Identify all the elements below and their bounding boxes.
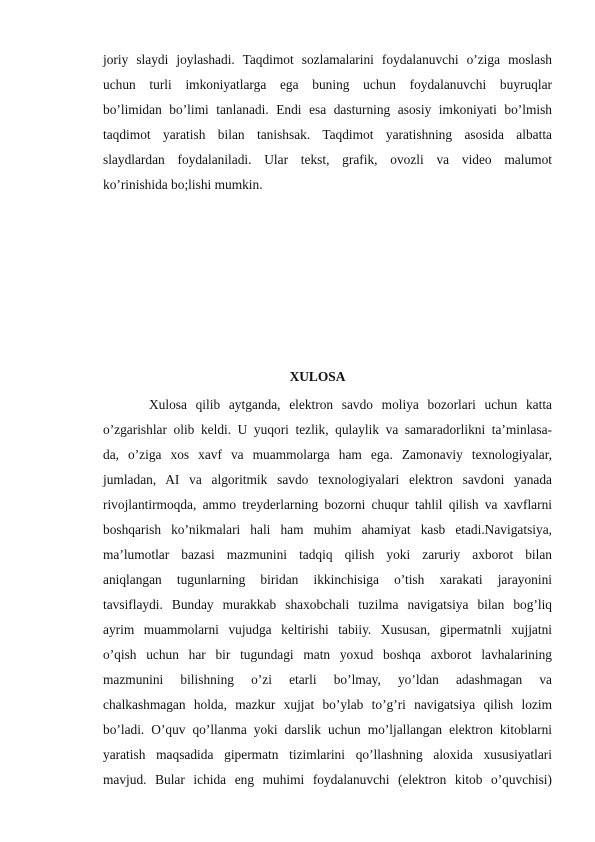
paragraph-line: yaratish maqsadida gipermatn tizimlarini qo’llashning aloxida xususiyatlari — [103, 747, 552, 762]
paragraph-line: Xulosa qilib aytganda, elektron savdo moliya bozorlari uchun katta — [149, 397, 552, 412]
paragraph-line: boshqarish ko’nikmalari hali ham muhim ahamiyat kasb etadi.Navigatsiya, — [103, 522, 552, 537]
paragraph-line: o’zgarishlar olib keldi. U yuqori tezlik, qulaylik va samaradorlikni ta’minlasa- — [103, 422, 552, 437]
paragraph-line: uchun turli imkoniyatlarga ega buning uchun foydalanuvchi buyruqlar — [103, 77, 552, 92]
section-heading: XULOSA — [289, 369, 346, 384]
paragraph-line: chalkashmagan holda, mazkur xujjat bo’ylab to’g’ri navigatsiya qilish lozim — [103, 697, 552, 712]
paragraph-line: ma’lumotlar bazasi mazmunini tadqiq qilish yoki zaruriy axborot bilan — [103, 547, 552, 562]
paragraph-line: taqdimot yaratish bilan tanishsak. Taqdimot yaratishning asosida albatta — [103, 127, 552, 142]
paragraph-line: tavsiflaydi. Bunday murakkab shaxobchali tuzilma navigatsiya bilan bog’liq — [103, 597, 552, 612]
paragraph-line: ayrim muammolarni vujudga keltirishi tabiiy. Xususan, gipermatnli xujjatni — [103, 622, 552, 637]
intro-paragraph — [103, 47, 552, 197]
paragraph-line: mavjud. Bular ichida eng muhimi foydalanuvchi (elektron kitob o’quvchisi) — [103, 772, 552, 787]
paragraph-line: rivojlantirmoqda, ammo treyderlarning bozorni chuqur tahlil qilish va xavflarni — [103, 497, 552, 512]
paragraph-line: jumladan, AI va algoritmik savdo texnologiyalari elektron savdoni yanada — [103, 472, 552, 487]
paragraph-line: bo’limidan bo’limi tanlanadi. Endi esa dasturning asosiy imkoniyati bo’lmish — [103, 102, 552, 117]
paragraph-line: da, o’ziga xos xavf va muammolarga ham ega. Zamonaviy texnologiyalar, — [103, 447, 552, 462]
paragraph-line: ko’rinishida bo;lishi mumkin. — [103, 177, 263, 192]
paragraph-line: o’qish uchun har bir tugundagi matn yoxud boshqa axborot lavhalarining — [103, 647, 552, 662]
paragraph-line: joriy slaydi joylashadi. Taqdimot sozlamalarini foydalanuvchi o’ziga moslash — [103, 52, 552, 67]
paragraph-line: slaydlardan foydalaniladi. Ular tekst, grafik, ovozli va video malumot — [103, 152, 552, 167]
paragraph-line: bo’ladi. O’quv qo’llanma yoki darslik uchun mo’ljallangan elektron kitoblarni — [103, 722, 552, 737]
paragraph-line: aniqlangan tugunlarning biridan ikkinchisiga o’tish xarakati jarayonini — [103, 572, 552, 587]
paragraph-line: mazmunini bilishning o’zi etarli bo’lmay, yo’ldan adashmagan va — [103, 672, 552, 687]
conclusion-paragraph — [103, 392, 552, 792]
